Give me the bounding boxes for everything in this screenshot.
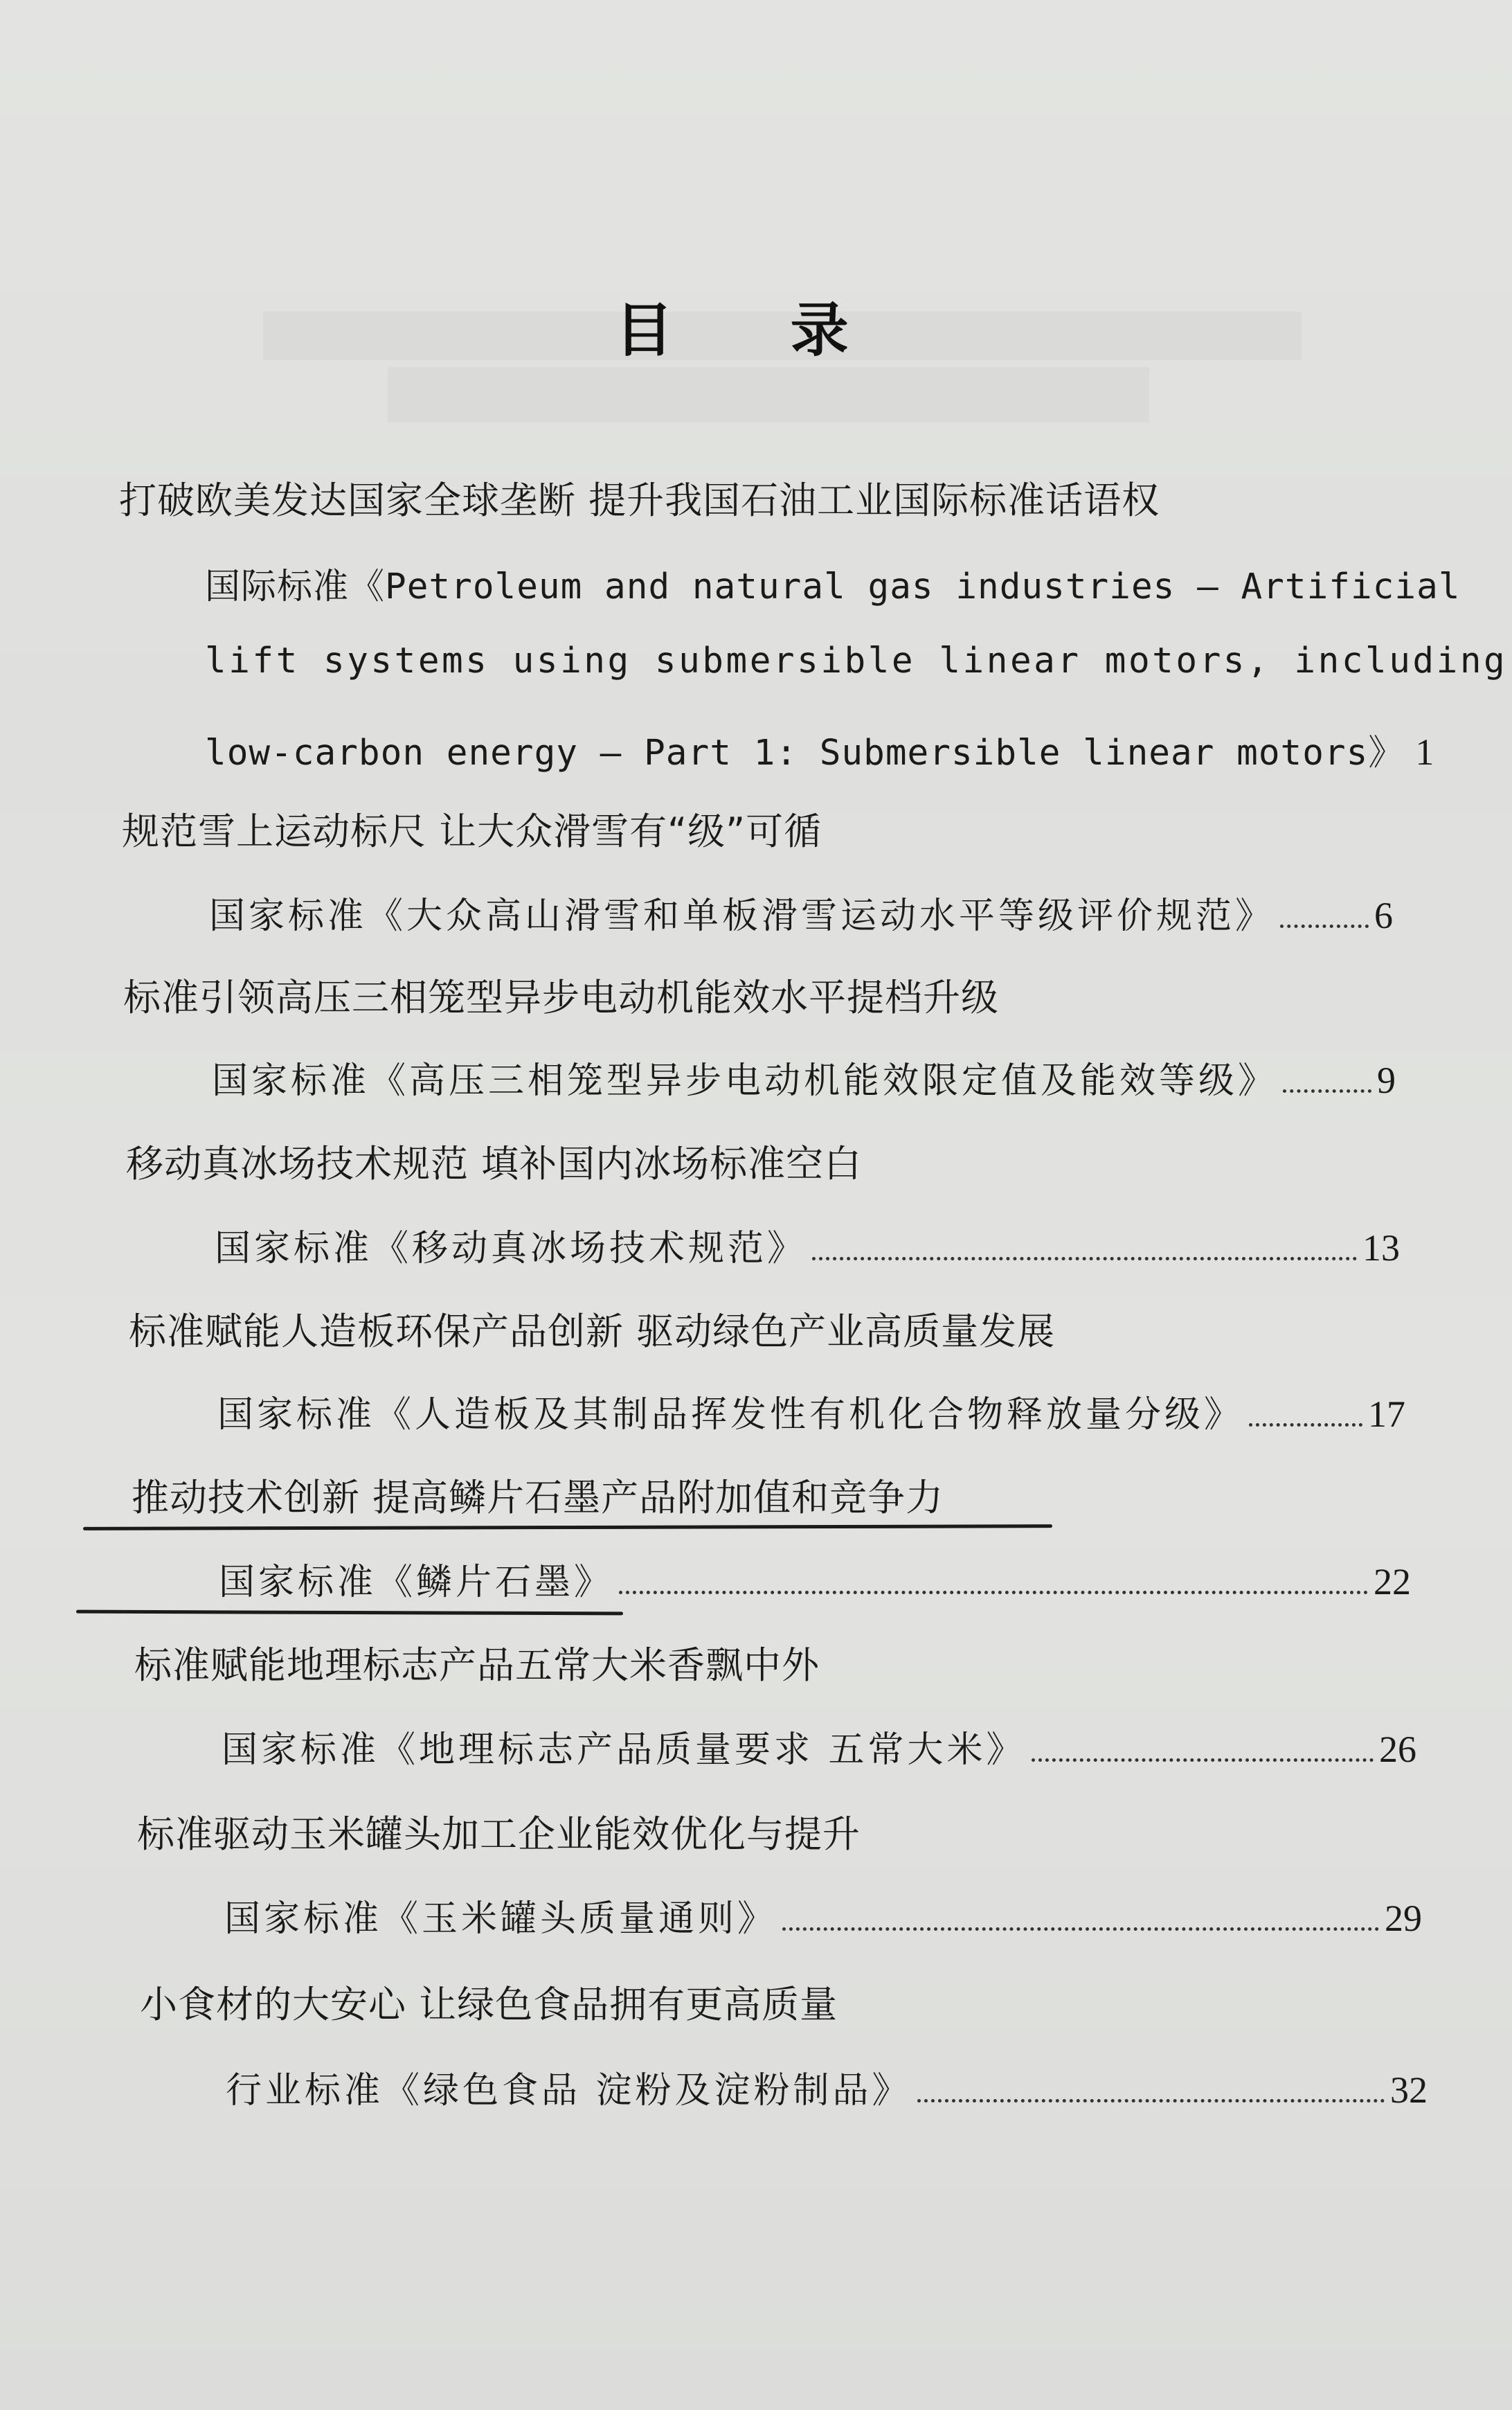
standard-title: 国家标准《高压三相笼型异步电动机能效限定值及能效等级》 [212, 1060, 1278, 1102]
toc-row[interactable] [222, 1720, 1416, 1772]
dot-leader [782, 1927, 1379, 1931]
toc-row[interactable] [217, 1385, 1405, 1437]
dot-leader [1032, 1758, 1374, 1762]
dot-leader [1283, 1089, 1371, 1093]
entry-subline: lift systems using submersible linear motors, including [205, 641, 1508, 681]
standard-title: 国家标准《移动真冰场技术规范》 [215, 1228, 807, 1269]
dot-leader [917, 2099, 1385, 2103]
page-title: 目 录 [615, 296, 897, 364]
pen-underline [76, 1610, 623, 1616]
toc-row[interactable] [205, 724, 1434, 775]
entry-heading: 移动真冰场技术规范 填补国内冰场标准空白 [126, 1142, 863, 1186]
entry-heading: 规范雪上运动标尺 让大众滑雪有“级”可循 [122, 810, 822, 853]
page-number: 9 [1377, 1060, 1396, 1101]
page-number: 26 [1379, 1729, 1416, 1770]
page-number: 13 [1362, 1227, 1400, 1269]
toc-row[interactable] [219, 1553, 1411, 1605]
standard-title: 国家标准《人造板及其制品挥发性有机化合物释放量分级》 [217, 1394, 1244, 1436]
standard-title: 国家标准《玉米罐头质量通则》 [224, 1898, 777, 1940]
pen-underline [83, 1524, 1052, 1530]
toc-row[interactable] [224, 1889, 1422, 1941]
entry-heading: 标准赋能人造板环保产品创新 驱动绿色产业高质量发展 [129, 1310, 1056, 1353]
entry-heading: 标准赋能地理标志产品五常大米香飘中外 [134, 1643, 820, 1687]
dot-leader [1280, 925, 1369, 928]
dot-leader [812, 1257, 1357, 1260]
page-number: 29 [1385, 1898, 1422, 1939]
page-number: 22 [1374, 1561, 1411, 1603]
entry-heading: 小食材的大安心 让绿色食品拥有更高质量 [140, 1983, 838, 2026]
page-number: 1 [1415, 731, 1434, 773]
toc-row[interactable] [226, 2061, 1428, 2113]
entry-subline: 国际标准《Petroleum and natural gas industries — Artificial [205, 566, 1461, 607]
standard-title: 国家标准《鳞片石墨》 [219, 1562, 614, 1603]
standard-title: 国家标准《地理标志产品质量要求 五常大米》 [222, 1729, 1026, 1771]
entry-subline: low-carbon energy — Part 1: Submersible linear motors》 [205, 733, 1405, 774]
toc-row[interactable] [215, 1219, 1400, 1271]
show-through-shading [388, 367, 1149, 422]
entry-heading: 打破欧美发达国家全球垄断 提升我国石油工业国际标准话语权 [119, 479, 1160, 522]
entry-heading: 标准驱动玉米罐头加工企业能效优化与提升 [137, 1812, 861, 1856]
dot-leader [619, 1591, 1368, 1594]
page-number: 6 [1374, 895, 1393, 936]
entry-heading: 标准引领高压三相笼型异步电动机能效水平提档升级 [123, 976, 999, 1019]
page-number: 32 [1390, 2069, 1428, 2111]
standard-title: 国家标准《大众高山滑雪和单板滑雪运动水平等级评价规范》 [209, 895, 1275, 937]
page-number: 17 [1368, 1393, 1405, 1435]
entry-heading: 推动技术创新 提高鳞片石墨产品附加值和竞争力 [132, 1476, 944, 1519]
toc-row[interactable] [212, 1051, 1396, 1103]
standard-title: 行业标准《绿色食品 淀粉及淀粉制品》 [226, 2070, 912, 2112]
dot-leader [1249, 1423, 1362, 1427]
toc-row[interactable] [209, 886, 1393, 938]
